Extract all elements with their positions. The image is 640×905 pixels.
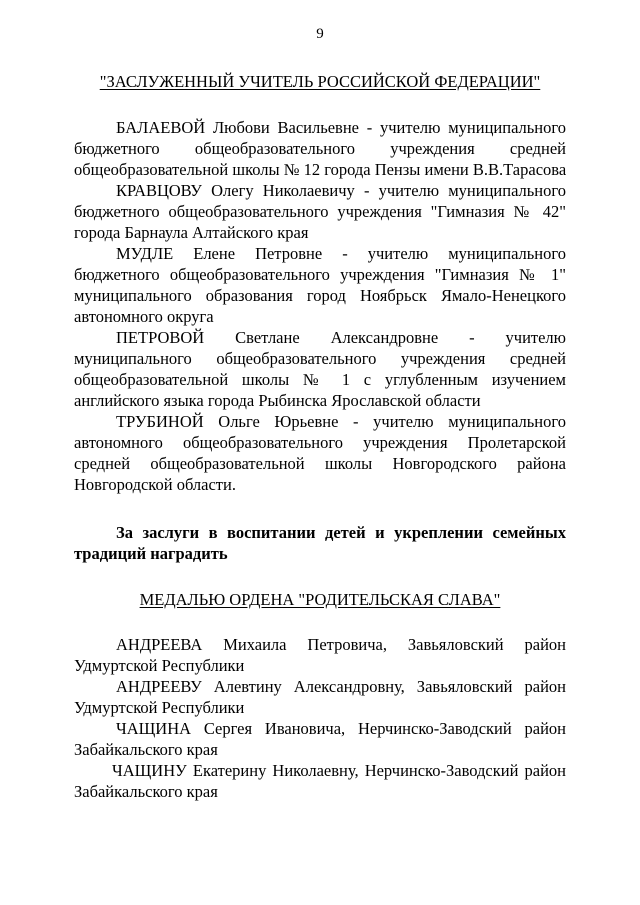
section-heading-parental-glory-medal: МЕДАЛЬЮ ОРДЕНА "РОДИТЕЛЬСКАЯ СЛАВА" <box>139 590 501 609</box>
decree-paragraph <box>74 522 566 564</box>
entry-line: муниципального общеобразовательного учреждения средней <box>74 349 566 368</box>
entry-line: Новгородской области. <box>74 475 236 494</box>
entry-line: ЧАЩИНУ Екатерину Николаевну, Нерчинско-Заводский район <box>112 761 566 780</box>
section-heading-honored-teacher: "ЗАСЛУЖЕННЫЙ УЧИТЕЛЬ РОССИЙСКОЙ ФЕДЕРАЦИИ" <box>99 72 541 91</box>
entry-line: автономного общеобразовательного учреждения Пролетарской <box>74 433 566 452</box>
award-entry <box>74 411 566 495</box>
entry-line: ТРУБИНОЙ Ольге Юрьевне - учителю муниципального <box>116 412 566 431</box>
entry-line: английского языка города Рыбинска Ярославской области <box>74 391 481 410</box>
page-number: 9 <box>316 26 324 42</box>
entry-line: Забайкальского края <box>74 782 218 801</box>
entry-line: бюджетного общеобразовательного учреждения средней <box>74 139 566 158</box>
entry-line: муниципального образования город Ноябрьск Ямало-Ненецкого <box>74 286 566 305</box>
decree-line: традиций наградить <box>74 544 228 563</box>
entry-line: МУДЛЕ Елене Петровне - учителю муниципального <box>116 244 566 263</box>
entry-line: АНДРЕЕВУ Алевтину Александровну, Завьяловский район <box>116 677 566 696</box>
entry-line: КРАВЦОВУ Олегу Николаевичу - учителю муниципального <box>116 181 566 200</box>
entry-line: ЧАЩИНА Сергея Ивановича, Нерчинско-Заводский район <box>116 719 566 738</box>
entry-line: города Барнаула Алтайского края <box>74 223 309 242</box>
award-entry <box>74 676 566 718</box>
entry-line: средней общеобразовательной школы Новгородского района <box>74 454 566 473</box>
entry-line: Удмуртской Республики <box>74 698 245 717</box>
entry-line: АНДРЕЕВА Михаила Петровича, Завьяловский район <box>116 635 566 654</box>
award-entry <box>74 718 566 760</box>
entry-line: общеобразовательной школы № 1 с углубленным изучением <box>74 370 566 389</box>
entry-line: бюджетного общеобразовательного учреждения "Гимназия № 42" <box>74 202 566 221</box>
decree-line: За заслуги в воспитании детей и укреплении семейных <box>116 523 566 542</box>
entry-line: Удмуртской Республики <box>74 656 245 675</box>
entry-line: Забайкальского края <box>74 740 218 759</box>
award-entry <box>74 327 566 411</box>
entry-line: бюджетного общеобразовательного учреждения "Гимназия № 1" <box>74 265 566 284</box>
entry-line: автономного округа <box>74 307 214 326</box>
award-entry <box>74 243 566 327</box>
award-entry <box>74 117 566 180</box>
award-entry <box>74 180 566 243</box>
award-entry <box>74 634 566 676</box>
entry-line: БАЛАЕВОЙ Любови Васильевне - учителю муниципального <box>116 118 566 137</box>
award-entry <box>74 760 566 802</box>
entry-line: ПЕТРОВОЙ Светлане Александровне - учителю <box>116 328 566 347</box>
entry-line: общеобразовательной школы № 12 города Пензы имени В.В.Тарасова <box>74 160 566 179</box>
